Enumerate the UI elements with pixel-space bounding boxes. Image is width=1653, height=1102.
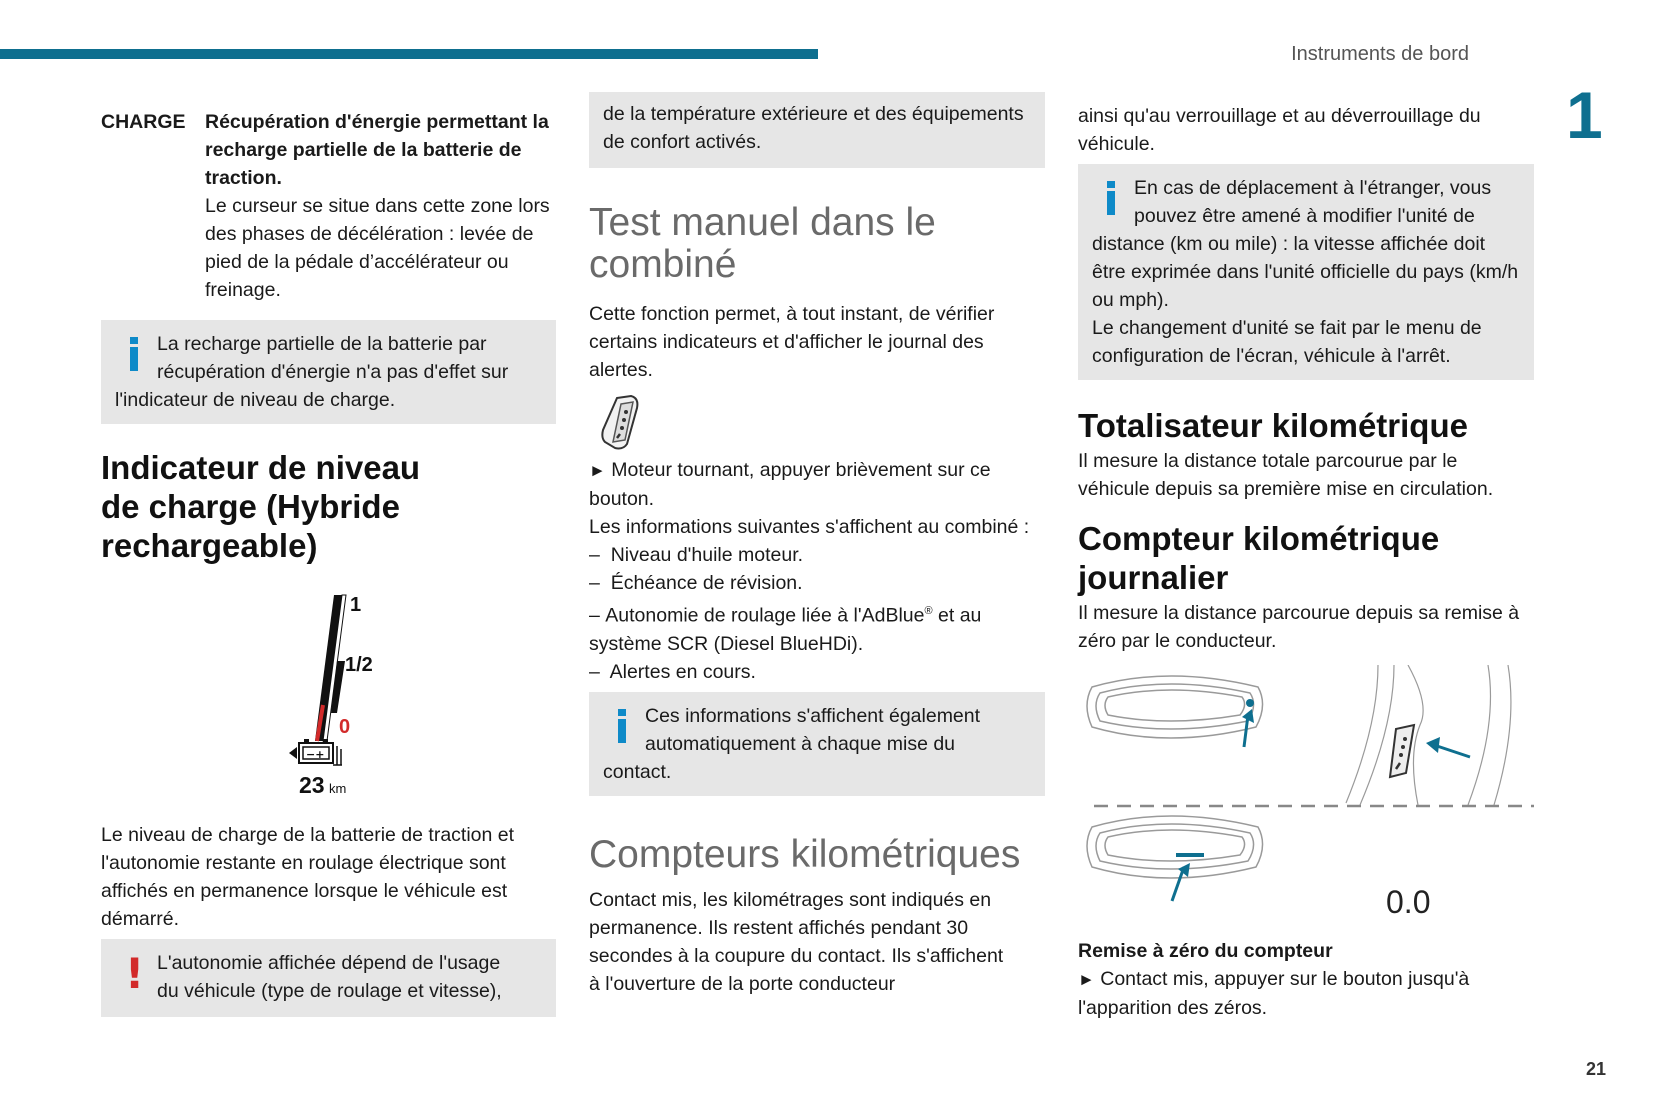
test-intro: Cette fonction permet, à tout instant, de vérifier certains indicateurs et d'afficher le journal des alertes. — [589, 303, 995, 381]
gauge-label-top: 1 — [350, 594, 362, 616]
reset-instruction: ► Contact mis, appuyer sur le bouton jusqu'à l'apparition des zéros. — [1078, 968, 1470, 1019]
chapter-number: 1 — [1566, 78, 1603, 152]
trip-reset-illustration — [1078, 665, 1534, 933]
gauge-label-bottom: 0 — [339, 716, 351, 738]
page-number: 21 — [1586, 1059, 1607, 1079]
reset-title: Remise à zéro du compteur — [1078, 940, 1333, 962]
info-icon — [1105, 181, 1117, 215]
info-icon — [616, 709, 628, 743]
column-3 — [1078, 102, 1534, 1022]
heading-charge-indicator: Indicateur de niveau de charge (Hybride rechargeable) — [101, 449, 421, 564]
warning-note-range: ! L'autonomie affichée dépend de l'usage du véhicule (type de roulage et vitesse), — [101, 939, 556, 1017]
info-list — [589, 541, 1045, 686]
trip-reading: 0.0 — [1386, 884, 1431, 920]
list-item: – Alertes en cours. — [589, 660, 756, 683]
info-note-units: En cas de déplacement à l'étranger, vous pouvez être amené à modifier l'unité de distance (km ou mile) : la vitesse affichée doit être exprimée dans l'unité officielle du pays (km/h ou mph). Le changement d'unité se fait par le menu de configuration de l'écran, véhicule à l'arrêt. — [1078, 164, 1534, 380]
continued-text: ainsi qu'au verrouillage et au déverrouillage du véhicule. — [1078, 105, 1481, 155]
running-head: Instruments de bord — [1291, 43, 1469, 65]
info-note-recharge: La recharge partielle de la batterie par récupération d'énergie n'a pas d'effet sur l'indicateur de niveau de charge. — [101, 320, 556, 424]
charge-definition — [101, 108, 556, 304]
heading-compteurs: Compteurs kilométriques — [589, 832, 1021, 876]
charge-gauge-illustration — [101, 583, 556, 801]
body-text-charge: Le niveau de charge de la batterie de traction et l'autonomie restante en roulage électrique sont affichés en permanence lorsque le véhicule est démarré. — [101, 824, 515, 930]
step-instruction: ► Moteur tournant, appuyer brièvement sur ce bouton. — [589, 459, 991, 510]
arrow-marker-icon: ► — [1078, 970, 1095, 989]
heading-totalisateur: Totalisateur kilométrique — [1078, 407, 1468, 444]
charge-term: CHARGE — [101, 111, 186, 133]
header-accent-bar — [0, 49, 818, 59]
heading-compteur-journalier: Compteur kilométrique journalier — [1078, 520, 1440, 596]
charge-bold-text: Récupération d'énergie permettant la recharge partielle de la batterie de traction. — [205, 111, 549, 189]
gauge-label-mid: 1/2 — [345, 654, 373, 676]
warning-icon: ! — [125, 949, 145, 998]
counters-text: Contact mis, les kilométrages sont indiqués en permanence. Ils restent affichés pendant 30 secondes à la coupure du contact. Ils s'affichent à l'ouverture de la porte conducteur — [589, 888, 1004, 995]
charge-text: Le curseur se situe dans cette zone lors des phases de décélération : levée de pied de la pédale d’accélérateur ou freinage. — [205, 195, 550, 301]
info-note-auto: Ces informations s'affichent également automatiquement à chaque mise du contact. — [589, 692, 1045, 796]
column-2 — [589, 92, 1045, 998]
button-icon — [595, 394, 645, 450]
info-icon — [128, 337, 140, 371]
info-intro: Les informations suivantes s'affichent au combiné : — [589, 516, 1030, 538]
list-item: – Autonomie de roulage liée à l'AdBlue® et au système SCR (Diesel BlueHDi). — [589, 604, 982, 655]
gauge-range-value: 23 — [299, 772, 325, 798]
column-1 — [101, 108, 556, 1017]
trip-text: Il mesure la distance parcourue depuis sa remise à zéro par le conducteur. — [1078, 602, 1520, 652]
list-item: – Échéance de révision. — [589, 572, 803, 594]
battery-symbol-text: −+ — [306, 748, 325, 761]
continued-note: de la température extérieure et des équipements de confort activés. — [589, 92, 1045, 168]
arrow-marker-icon: ► — [589, 461, 606, 480]
gauge-range-unit: km — [329, 781, 347, 796]
total-text: Il mesure la distance totale parcourue par le véhicule depuis sa première mise en circulation. — [1078, 450, 1494, 500]
heading-test-manuel: Test manuel dans le combiné — [589, 201, 936, 286]
list-item: – Niveau d'huile moteur. — [589, 544, 804, 566]
